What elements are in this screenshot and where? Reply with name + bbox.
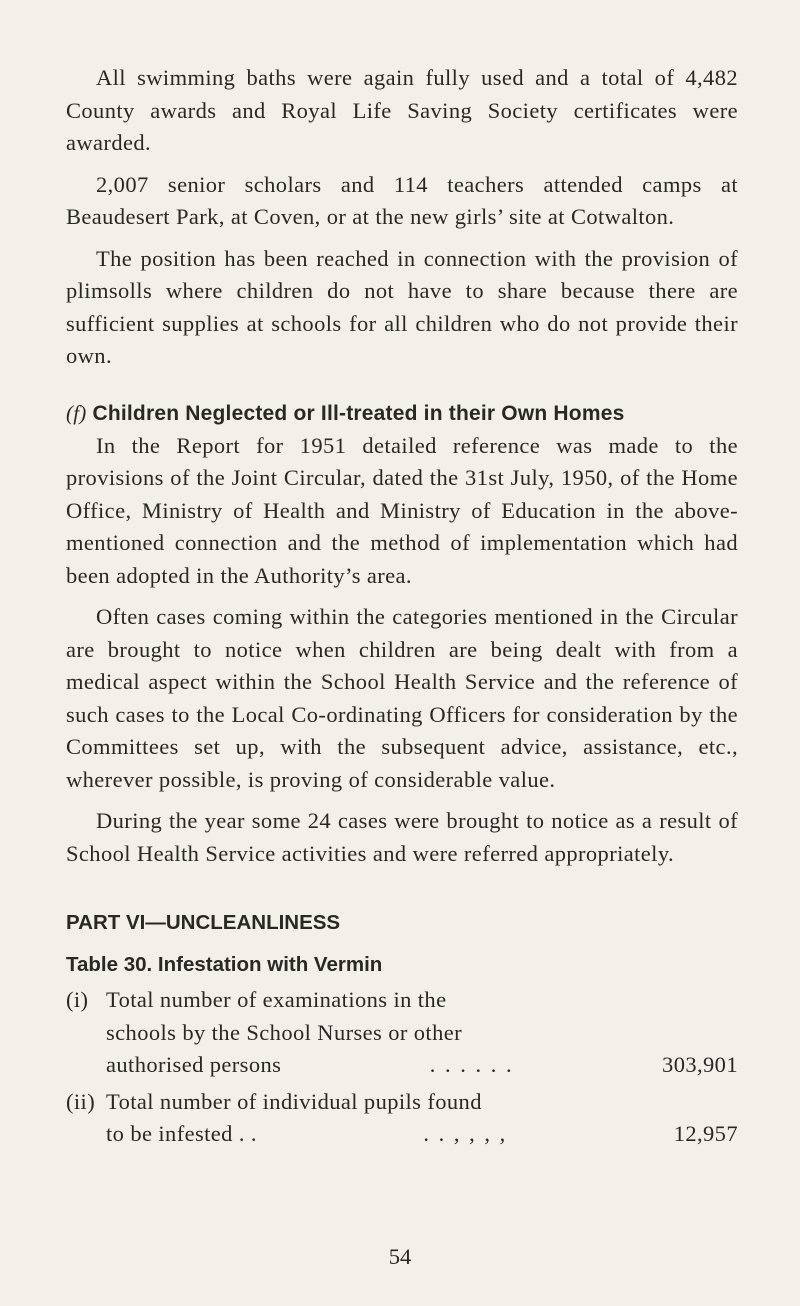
- item-value: 303,901: [662, 1052, 738, 1077]
- part-vi-heading: PART VI—UNCLEANLINESS: [66, 911, 341, 934]
- item-value-line: [106, 1118, 738, 1151]
- table-30-title: Table 30. Infestation with Vermin: [66, 953, 383, 976]
- item-line: schools by the School Nurses or other: [106, 1019, 463, 1045]
- paragraph-swimming: All swimming baths were again fully used and a total of 4,482 County awards and Royal Life Saving Society certificates were awarded.: [66, 65, 738, 155]
- text-column: [66, 62, 738, 1151]
- item-number: (ii): [66, 1088, 96, 1114]
- section-f-label: (f): [66, 400, 87, 425]
- item-line: to be infested . .: [106, 1121, 257, 1146]
- leader-dots: . . , , , ,: [423, 1121, 508, 1146]
- section-f-paragraph-1: In the Report for 1951 detailed reference was made to the provisions of the Joint Circular, dated the 31st July, 1950, of the Home Office, Ministry of Health and Ministry of Education in the above-mentioned connection and the method of implementation which had been adopted in the Authority’s area.: [66, 432, 738, 588]
- item-line: Total number of examinations in the: [106, 987, 447, 1012]
- item-line: Total number of individual pupils found: [106, 1088, 482, 1114]
- item-value-line: [106, 1049, 738, 1082]
- paragraph-plimsolls: The position has been reached in connection with the provision of plimsolls where children do not have to share because there are sufficient supplies at schools for all children who do not provide their own.: [66, 245, 738, 368]
- item-number: (i): [66, 987, 89, 1012]
- leader-dots: . . . . . .: [429, 1052, 514, 1077]
- section-f-title: Children Neglected or Ill-treated in their Own Homes: [92, 401, 625, 425]
- item-value: 12,957: [673, 1121, 738, 1146]
- section-f-paragraph-3: During the year some 24 cases were brought to notice as a result of School Health Service activities and were referred appropriately.: [66, 808, 738, 866]
- paragraph-camps: 2,007 senior scholars and 114 teachers attended camps at Beaudesert Park, at Coven, or at the new girls’ site at Cotwalton.: [66, 171, 738, 229]
- table-item-infested: [66, 1086, 738, 1151]
- page-number: 54: [388, 1244, 412, 1269]
- table-item-examinations: [66, 984, 738, 1082]
- section-f-heading: [66, 397, 738, 430]
- section-f-paragraph-2: Often cases coming within the categories mentioned in the Circular are brought to notice when children are being dealt with from a medical aspect within the School Health Service and the reference of such cases to the Local Co-ordinating Officers for consideration by the Committees set up, with the subsequent advice, assistance, etc., wherever possible, is proving of considerable value.: [66, 604, 738, 792]
- item-line: authorised persons: [106, 1052, 282, 1077]
